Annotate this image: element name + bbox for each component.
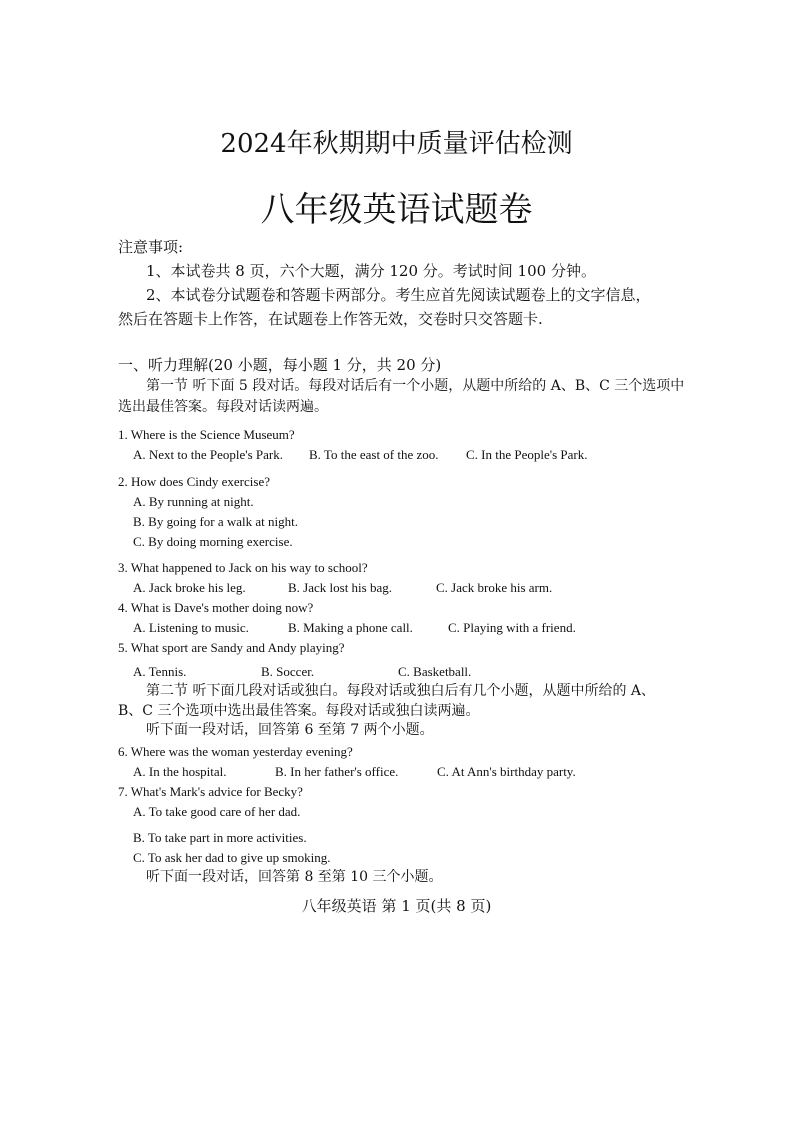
- part-1-instructions-line-1: 第一节 听下面 5 段对话。每段对话后有一个小题，从题中所给的 A、B、C 三个选项中: [146, 378, 685, 394]
- notes-item-1: 1、本试卷共 8 页，六个大题，满分 120 分。考试时间 100 分钟。: [146, 262, 596, 280]
- page-footer: 八年级英语 第 1 页(共 8 页): [301, 897, 492, 915]
- section-1-heading: 一、听力理解(20 小题，每小题 1 分，共 20 分): [118, 356, 442, 374]
- notes-heading: 注意事项:: [118, 238, 184, 256]
- part-2-intro-q8-q10: 听下面一段对话，回答第 8 至第 10 三个小题。: [146, 869, 443, 885]
- question-1-option-a: A. Next to the People's Park.: [133, 447, 284, 462]
- question-6-option-a: A. In the hospital.: [133, 764, 227, 779]
- notes-item-2-line-1: 2、本试卷分试题卷和答题卡两部分。考生应首先阅读试题卷上的文字信息，: [146, 286, 651, 304]
- part-2-intro-q6-q7: 听下面一段对话，回答第 6 至第 7 两个小题。: [146, 722, 434, 738]
- question-7-option-c: C. To ask her dad to give up smoking.: [133, 850, 331, 865]
- question-1: 1. Where is the Science Museum?: [118, 427, 295, 442]
- question-5: 5. What sport are Sandy and Andy playing?: [118, 640, 345, 655]
- exam-title: 2024年秋期期中质量评估检测: [220, 129, 573, 159]
- question-6-option-c: C. At Ann's birthday party.: [437, 764, 576, 779]
- question-5-option-c: C. Basketball.: [398, 664, 472, 679]
- question-6: 6. Where was the woman yesterday evening?: [118, 744, 353, 759]
- question-5-option-b: B. Soccer.: [261, 664, 315, 679]
- question-3-option-b: B. Jack lost his bag.: [288, 580, 392, 595]
- part-1-instructions-line-2: 选出最佳答案。每段对话读两遍。: [118, 399, 328, 415]
- question-3-option-a: A. Jack broke his leg.: [133, 580, 246, 595]
- exam-subtitle: 八年级英语试题卷: [260, 190, 533, 230]
- question-3-option-c: C. Jack broke his arm.: [436, 580, 553, 595]
- notes-item-2-line-2: 然后在答题卡上作答，在试题卷上作答无效，交卷时只交答题卡.: [118, 310, 543, 328]
- question-2-option-c: C. By doing morning exercise.: [133, 534, 293, 549]
- question-1-option-b: B. To the east of the zoo.: [309, 447, 439, 462]
- question-4: 4. What is Dave's mother doing now?: [118, 600, 314, 615]
- part-2-instructions-line-2: B、C 三个选项中选出最佳答案。每段对话或独白读两遍。: [118, 703, 480, 719]
- question-5-option-a: A. Tennis.: [133, 664, 187, 679]
- question-6-option-b: B. In her father's office.: [275, 764, 399, 779]
- part-2-instructions-line-1: 第二节 听下面几段对话或独白。每段对话或独白后有几个小题，从题中所给的 A、: [146, 683, 656, 699]
- question-2-option-b: B. By going for a walk at night.: [133, 514, 299, 529]
- question-7: 7. What's Mark's advice for Becky?: [118, 784, 303, 799]
- question-2-option-a: A. By running at night.: [133, 494, 254, 509]
- question-4-option-b: B. Making a phone call.: [288, 620, 413, 635]
- question-4-option-c: C. Playing with a friend.: [448, 620, 576, 635]
- question-7-option-a: A. To take good care of her dad.: [133, 804, 301, 819]
- question-7-option-b: B. To take part in more activities.: [133, 830, 307, 845]
- question-2: 2. How does Cindy exercise?: [118, 474, 270, 489]
- question-4-option-a: A. Listening to music.: [133, 620, 249, 635]
- question-1-option-c: C. In the People's Park.: [466, 447, 588, 462]
- question-3: 3. What happened to Jack on his way to school?: [118, 560, 368, 575]
